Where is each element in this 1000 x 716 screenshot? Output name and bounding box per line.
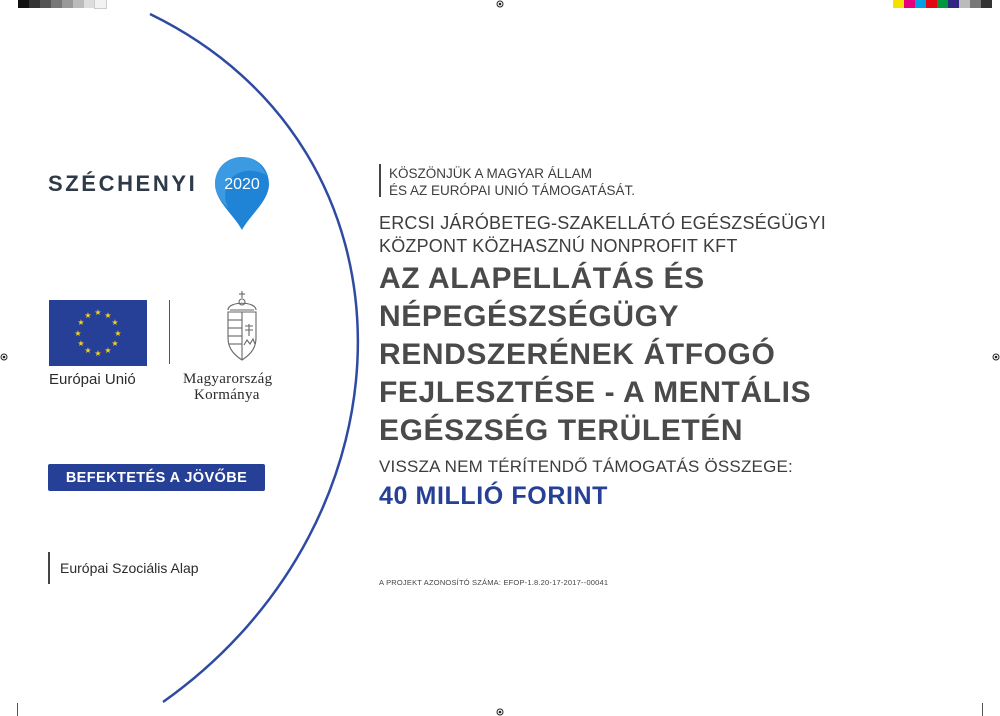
svg-text:★: ★ xyxy=(111,318,119,327)
program-year: 2020 xyxy=(224,176,260,193)
project-title-line: AZ ALAPELLÁTÁS ÉS xyxy=(379,262,705,295)
program-logo-wordmark: SZÉCHENYI xyxy=(48,171,198,196)
thanks-line-1: KÖSZÖNJÜK A MAGYAR ÁLLAM xyxy=(389,166,593,181)
svg-text:★: ★ xyxy=(94,349,102,358)
thanks-line-2: ÉS AZ EURÓPAI UNIÓ TÁMOGATÁSÁT. xyxy=(389,183,636,198)
svg-text:★: ★ xyxy=(77,339,85,348)
coat-of-arms-icon xyxy=(220,290,264,364)
project-title-line: RENDSZERÉNEK ÁTFOGÓ xyxy=(379,338,776,371)
project-title-line: NÉPEGÉSZSÉGÜGY xyxy=(379,300,680,333)
organization-name-line-2: KÖZPONT KÖZHASZNÚ NONPROFIT KFT xyxy=(379,236,738,256)
eu-stars-icon xyxy=(49,300,147,366)
svg-text:★: ★ xyxy=(104,311,112,320)
thanks-accent-bar xyxy=(379,164,381,197)
svg-text:★: ★ xyxy=(111,339,119,348)
svg-text:★: ★ xyxy=(74,329,82,338)
government-label-line2: Kormánya xyxy=(194,387,260,403)
svg-text:★: ★ xyxy=(114,329,122,338)
project-id: A PROJEKT AZONOSÍTÓ SZÁMA: EFOP-1.8.20-17-2017--00041 xyxy=(379,578,609,587)
grant-amount: 40 MILLIÓ FORINT xyxy=(379,482,609,510)
svg-text:★: ★ xyxy=(84,346,92,355)
svg-text:★: ★ xyxy=(104,346,112,355)
government-label-line1: Magyarország xyxy=(183,371,273,387)
organization-name-line-1: ERCSI JÁRÓBETEG-SZAKELLÁTÓ EGÉSZSÉGÜGYI xyxy=(379,213,826,233)
fund-accent-bar xyxy=(48,552,50,584)
logo-divider xyxy=(169,300,170,364)
project-title-line: FEJLESZTÉSE - A MENTÁLIS xyxy=(379,376,812,409)
svg-text:★: ★ xyxy=(77,318,85,327)
grant-amount-label: VISSZA NEM TÉRÍTENDŐ TÁMOGATÁS ÖSSZEGE: xyxy=(379,457,793,476)
fund-label: Európai Szociális Alap xyxy=(60,560,199,576)
project-title-line: EGÉSZSÉG TERÜLETÉN xyxy=(379,414,744,447)
eu-flag xyxy=(49,300,147,366)
svg-text:★: ★ xyxy=(94,308,102,317)
svg-text:★: ★ xyxy=(84,311,92,320)
location-pin-icon xyxy=(212,153,272,233)
eu-label: Európai Unió xyxy=(49,371,136,388)
invest-in-future-banner: BEFEKTETÉS A JÖVŐBE xyxy=(48,464,265,491)
